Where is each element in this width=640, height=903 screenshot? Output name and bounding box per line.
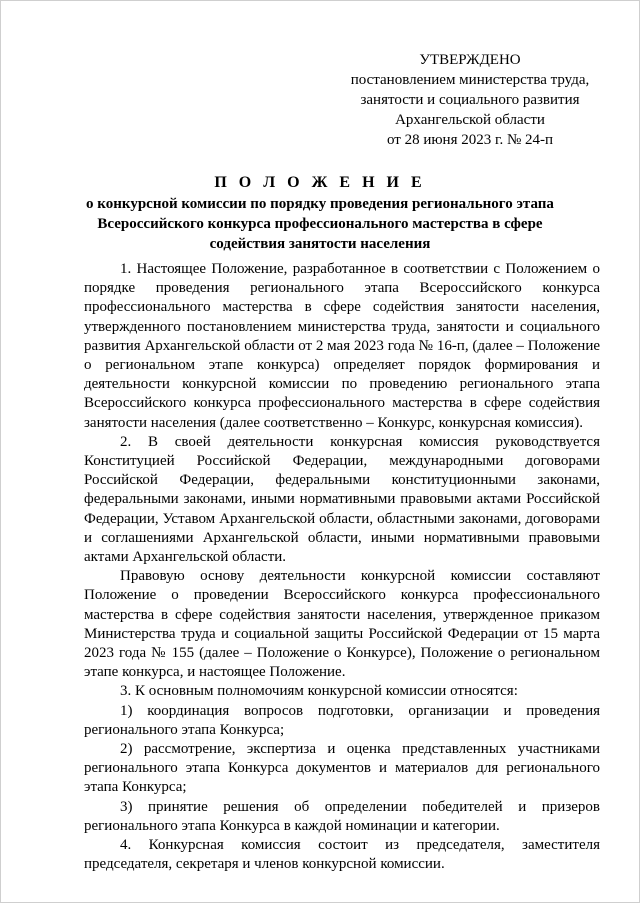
approval-line: занятости и социального развития xyxy=(360,92,580,108)
approval-line: УТВЕРЖДЕНО xyxy=(419,52,521,68)
approval-line: постановлением министерства труда, xyxy=(350,72,590,88)
approval-stamp xyxy=(320,50,620,150)
title-heading: П О Л О Ж Е Н И Е xyxy=(214,174,426,191)
approval-line: Архангельской области xyxy=(395,112,545,128)
title-subtitle: о конкурсной комиссии по порядку проведения регионального этапа Всероссийского конкурса профессионального мастерства в сфере содействия занятости населения xyxy=(86,196,554,252)
document-title xyxy=(84,172,556,254)
paragraph: 1) координация вопросов подготовки, организации и проведения регионального этапа Конкурса; xyxy=(84,702,600,738)
paragraph: 4. Конкурсная комиссия состоит из председателя, заместителя председателя, секретаря и членов конкурсной комиссии. xyxy=(84,837,600,873)
paragraph: 1. Настоящее Положение, разработанное в соответствии с Положением о порядке проведения регионального этапа Всероссийского конкурса профессионального мастерства в сфере содействия занятости населения, утвержденного постановлением министерства труда, занятости и социального развития Архангельской области от 2 мая 2023 года № 16-п, (далее – Положение о региональном этапе конкурса) определяет порядок формирования и деятельности конкурсной комиссии по проведению регионального этапа Всероссийского конкурса профессионального мастерства в сфере содействия занятости населения (далее соответственно – Конкурс, конкурсная комиссия). xyxy=(84,261,600,431)
paragraph: 3) принятие решения об определении победителей и призеров регионального этапа Конкурса в каждой номинации и категории. xyxy=(84,798,600,834)
paragraph: 2) рассмотрение, экспертиза и оценка представленных участниками регионального этапа Конкурса документов и материалов для регионального этапа Конкурса; xyxy=(84,741,600,796)
paragraph: 2. В своей деятельности конкурсная комиссия руководствуется Конституцией Российской Федерации, международными договорами Российской Федерации, федеральными конституционными законами, федеральными законами, иными нормативными правовыми актами Российской Федерации, Уставом Архангельской области, областными законами, договорами и соглашениями Архангельской области, иными нормативными правовыми актами Архангельской области. xyxy=(84,433,600,566)
paragraph: 3. К основным полномочиям конкурсной комиссии относятся: xyxy=(120,683,518,700)
document-body xyxy=(84,260,600,875)
paragraph: Правовую основу деятельности конкурсной комиссии составляют Положение о проведении Всероссийского конкурса профессионального мастерства в сфере содействия занятости населения, утвержденное приказом Министерства труда и социальной защиты Российской Федерации от 15 марта 2023 года № 155 (далее – Положение о Конкурсе), Положение о региональном этапе конкурса, и настоящее Положение. xyxy=(84,568,600,681)
approval-line: от 28 июня 2023 г. № 24-п xyxy=(386,132,554,148)
